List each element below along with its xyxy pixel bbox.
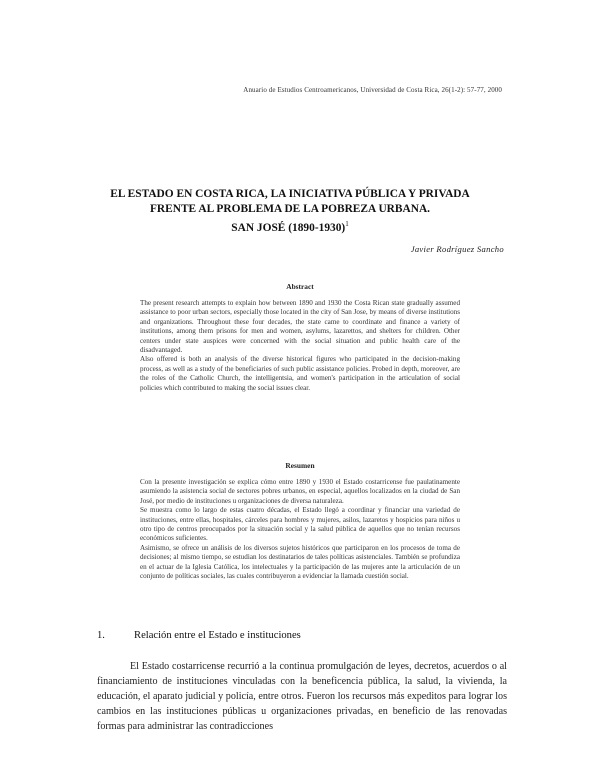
author-name: Javier Rodríguez Sancho (410, 244, 504, 254)
article-title (80, 187, 500, 236)
resumen-paragraph: Asimismo, se ofrece un análisis de los diversos sujetos históricos que participaron en los procesos de toma de decisiones; al mismo tiempo, se estudian los destinatarios de tales políticas asistenciales. También se profundiza en el actuar de la Iglesia Católica, los intelectuales y la participación de las mujeres ante la articulación de un conjunto de políticas sociales, las cuales contribuyeron a evidenciar la llamada cuestión social. (140, 543, 460, 581)
resumen-body (140, 478, 460, 581)
section-body-text: El Estado costarricense recurrió a la continua promulgación de leyes, decretos, acuerdos o al financiamiento de instituciones vinculadas con la beneficencia pública, la salud, la vivienda, la educación, el aparato judicial y policía, entre otros. Fueron los recursos más expeditos para lograr los cambios en las instituciones públicas u organizaciones privadas, en beneficio de las renovadas formas para administrar las contradicciones (97, 661, 507, 732)
resumen-heading: Resumen (285, 461, 315, 470)
resumen-paragraph: Con la presente investigación se explica cómo entre 1890 y 1930 el Estado costarricense fue paulatinamente asumiendo la asistencia social de sectores pobres urbanos, en especial, aquellos localizados en la ciudad de San José, por medio de instituciones u organizaciones de diversa naturaleza. (140, 478, 460, 505)
footnote-mark: 1 (345, 220, 349, 228)
title-line-2: FRENTE AL PROBLEMA DE LA POBREZA URBANA. (149, 203, 431, 215)
section-number: 1. (97, 630, 105, 641)
resumen-paragraph: Se muestra como lo largo de estas cuatro décadas, el Estado llegó a coordinar y financiar una variedad de instituciones, entre ellas, hospitales, cárceles para hombres y mujeres, asilos, lazaretos y hospicios para niños u otro tipo de centros preocupados por la situación social y la salud pública de aquellos que no tenían recursos económicos suficientes. (140, 506, 460, 543)
abstract-heading: Abstract (286, 282, 314, 291)
abstract-paragraph: Also offered is both an analysis of the diverse historical figures who participated in the decision-making process, as well as a study of the beneficiaries of such public assistance policies. Probed in depth, moreover, are the roles of the Catholic Church, the intelligentsia, and women's participation in the articulation of social policies which contributed to making the social issues clear. (140, 355, 460, 392)
title-line-3 (80, 217, 500, 236)
section-heading (97, 630, 507, 641)
journal-citation: Anuario de Estudios Centroamericanos, Universidad de Costa Rica, 26(1-2): 57-77, 2000 (243, 86, 502, 94)
title-line-1: EL ESTADO EN COSTA RICA, LA INICIATIVA PÚBLICA Y PRIVADA (110, 188, 470, 200)
abstract-paragraph: The present research attempts to explain how between 1890 and 1930 the Costa Rican state gradually assumed assistance to poor urban sectors, especially those located in the city of San Jose, by means of diverse institutions and organizations. Throughout these four decades, the state came to coordinate and finance a variety of institutions, among them prisons for men and women, asylums, lazarettos, and shelters for children. Other centers under state auspices were concerned with the social situation and public health care of the disadvantaged. (140, 299, 460, 355)
abstract-body (140, 299, 460, 393)
section-title: Relación entre el Estado e instituciones (134, 630, 301, 641)
title-line-3-text: SAN JOSÉ (1890-1930) (231, 221, 346, 234)
